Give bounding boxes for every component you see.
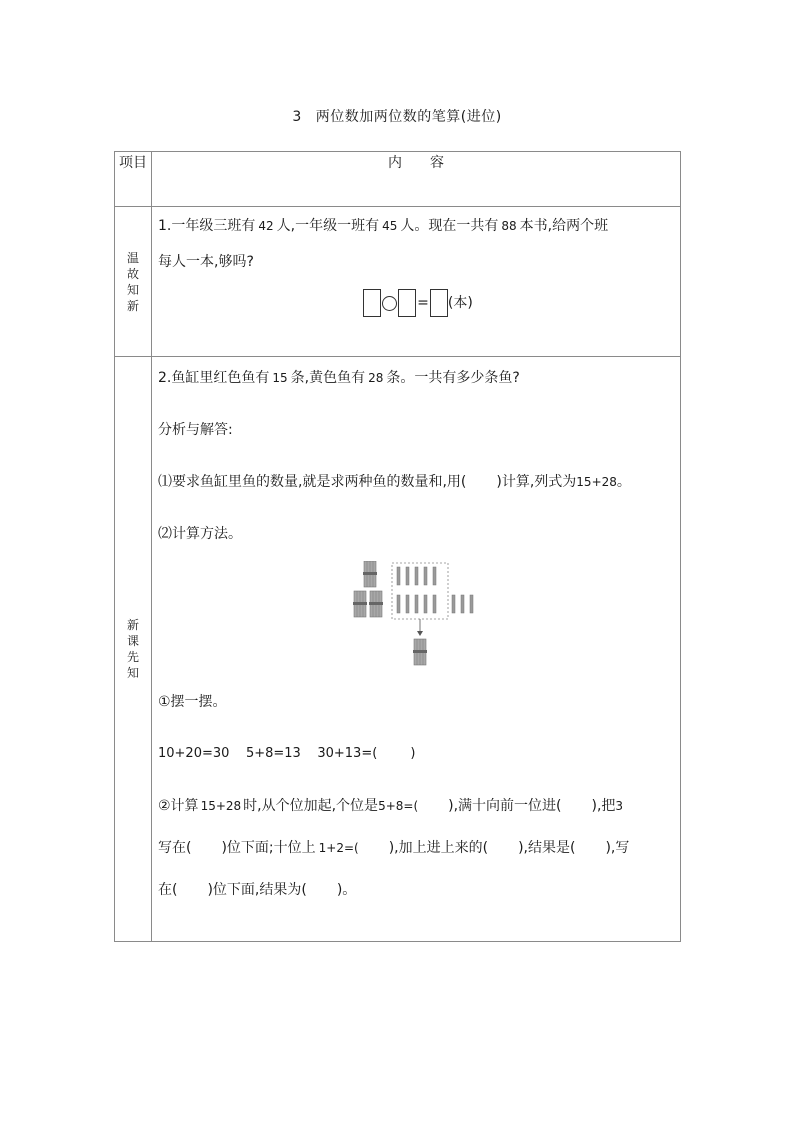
single-stick-icon	[397, 567, 473, 613]
header-content-b: 容	[430, 155, 444, 171]
answer-box-1[interactable]	[363, 289, 381, 317]
l3-text-a: 在(	[158, 882, 178, 898]
header-content	[152, 152, 681, 207]
s1-text-b: )计算,列式为	[496, 474, 577, 490]
step-bai-yi-bai: ①摆一摆。	[158, 694, 227, 710]
q2-text-b: 条,黄色鱼有	[290, 370, 366, 386]
q2-num-28: 28	[368, 371, 384, 385]
bundle-of-ten-sticks-icon	[363, 561, 377, 587]
l2-expression: 1+2=(	[318, 841, 359, 855]
operator-circle[interactable]	[382, 296, 397, 311]
step1-line	[158, 473, 680, 491]
bundle-of-ten-sticks-icon	[369, 591, 383, 617]
newlesson-content	[152, 357, 681, 942]
q1-text-d: 本书,给两个班	[519, 218, 609, 234]
q1-equation	[156, 289, 680, 317]
answer-box-2[interactable]	[398, 289, 416, 317]
st2-text-c: ),满十向前一位进(	[448, 798, 562, 814]
table-header-row	[115, 152, 681, 207]
newlesson-row	[115, 357, 681, 942]
page-title	[0, 106, 794, 126]
header-item	[115, 152, 152, 207]
newlesson-label: 新课先知	[126, 618, 139, 680]
equals-sign: =	[417, 295, 429, 311]
bundled-sticks-illustration	[352, 561, 492, 673]
step2-line2	[158, 839, 680, 857]
l3-text-c: )。	[336, 882, 357, 898]
calc-method: ⑵计算方法。	[158, 526, 242, 542]
l2-text-c: ),加上进上来的(	[388, 840, 489, 856]
l3-text-b: )位下面,结果为(	[207, 882, 307, 898]
q1-num-88: 88	[501, 219, 517, 233]
s1-text-a: ⑴要求鱼缸里鱼的数量,就是求两种鱼的数量和,用(	[158, 474, 467, 490]
title-text: 两位数加两位数的笔算(进位)	[315, 109, 502, 125]
review-content	[152, 207, 681, 357]
review-label: 温故知新	[126, 250, 139, 313]
calc-line: 10+20=30 5+8=13 30+13=( )	[158, 746, 416, 761]
l2-text-b: )位下面;十位上	[221, 840, 316, 856]
q1-num-42: 42	[258, 219, 274, 233]
q2-text-a: 2.鱼缸里红色鱼有	[158, 370, 270, 386]
equation-unit: (本)	[447, 295, 473, 311]
q1-text-c: 人。现在一共有	[400, 218, 499, 234]
l2-text-d: ),结果是(	[518, 840, 576, 856]
newlesson-label-cell	[115, 357, 152, 942]
bundle-of-ten-sticks-icon	[413, 639, 427, 665]
st2-expression: 15+28	[200, 799, 242, 813]
s1-end: 。	[616, 474, 631, 490]
analysis-heading: 分析与解答:	[158, 422, 233, 438]
q2-line	[158, 369, 680, 387]
st2-sum: 5+8=(	[378, 799, 419, 813]
q1-text-a: 1.一年级三班有	[158, 218, 256, 234]
title-number: 3	[292, 109, 302, 125]
dashed-box-icon	[392, 563, 448, 619]
q1-line1	[158, 217, 680, 235]
worksheet-table	[114, 151, 681, 942]
q1-line2: 每人一本,够吗?	[158, 254, 254, 270]
header-item-label: 项目	[119, 155, 147, 171]
q1-num-45: 45	[382, 219, 398, 233]
st2-text-d: ),把	[591, 798, 616, 814]
answer-box-3[interactable]	[430, 289, 448, 317]
step2-line1	[158, 797, 680, 815]
st2-text-a: ②计算	[158, 798, 199, 814]
stick-figure	[352, 561, 492, 673]
step2-line3	[158, 881, 680, 899]
l2-text-e: ),写	[605, 840, 630, 856]
q2-text-c: 条。一共有多少条鱼?	[386, 370, 520, 386]
bundle-of-ten-sticks-icon	[353, 591, 367, 617]
s1-expression: 15+28	[576, 475, 617, 489]
q2-num-15: 15	[272, 371, 288, 385]
q1-text-b: 人,一年级一班有	[276, 218, 380, 234]
review-row	[115, 207, 681, 357]
review-label-cell	[115, 207, 152, 357]
l2-text-a: 写在(	[158, 840, 192, 856]
st2-three: 3	[615, 799, 624, 813]
st2-text-b: 时,从个位加起,个位是	[243, 798, 379, 814]
header-content-a: 内	[388, 155, 402, 171]
down-arrow-icon	[417, 619, 423, 636]
